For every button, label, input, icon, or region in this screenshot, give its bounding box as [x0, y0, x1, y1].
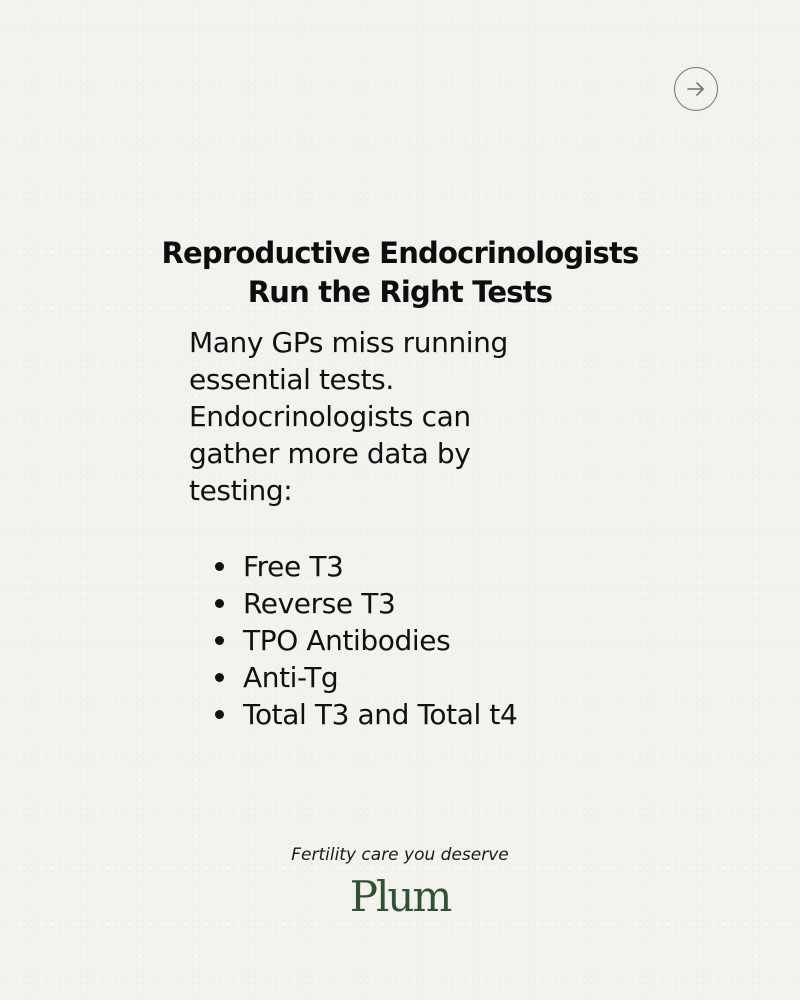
page-heading: [100, 234, 700, 312]
intro-line: essential tests.: [189, 363, 394, 396]
tagline: Fertility care you deserve: [291, 845, 509, 865]
bullet-icon: [215, 636, 224, 645]
test-label: Total T3 and Total t4: [243, 698, 518, 731]
intro-paragraph: [189, 324, 589, 509]
list-item: [189, 548, 609, 585]
arrow-right-icon: [684, 77, 708, 101]
bullet-icon: [215, 599, 224, 608]
intro-line: Endocrinologists can: [189, 400, 471, 433]
list-item: [189, 696, 609, 733]
intro-line: testing:: [189, 474, 293, 507]
test-list: [189, 548, 609, 733]
heading-line-1: Reproductive Endocrinologists: [161, 236, 639, 270]
intro-line: gather more data by: [189, 437, 471, 470]
brand-logo: Plum: [349, 872, 451, 921]
test-label: Free T3: [243, 550, 344, 583]
test-label: Anti-Tg: [243, 661, 339, 694]
bullet-icon: [215, 673, 224, 682]
bullet-icon: [215, 710, 224, 719]
bullet-icon: [215, 562, 224, 571]
test-label: Reverse T3: [243, 587, 396, 620]
test-label: TPO Antibodies: [243, 624, 451, 657]
next-button[interactable]: [674, 67, 718, 111]
list-item: [189, 622, 609, 659]
intro-line: Many GPs miss running: [189, 326, 508, 359]
list-item: [189, 585, 609, 622]
list-item: [189, 659, 609, 696]
heading-line-2: Run the Right Tests: [247, 275, 553, 309]
